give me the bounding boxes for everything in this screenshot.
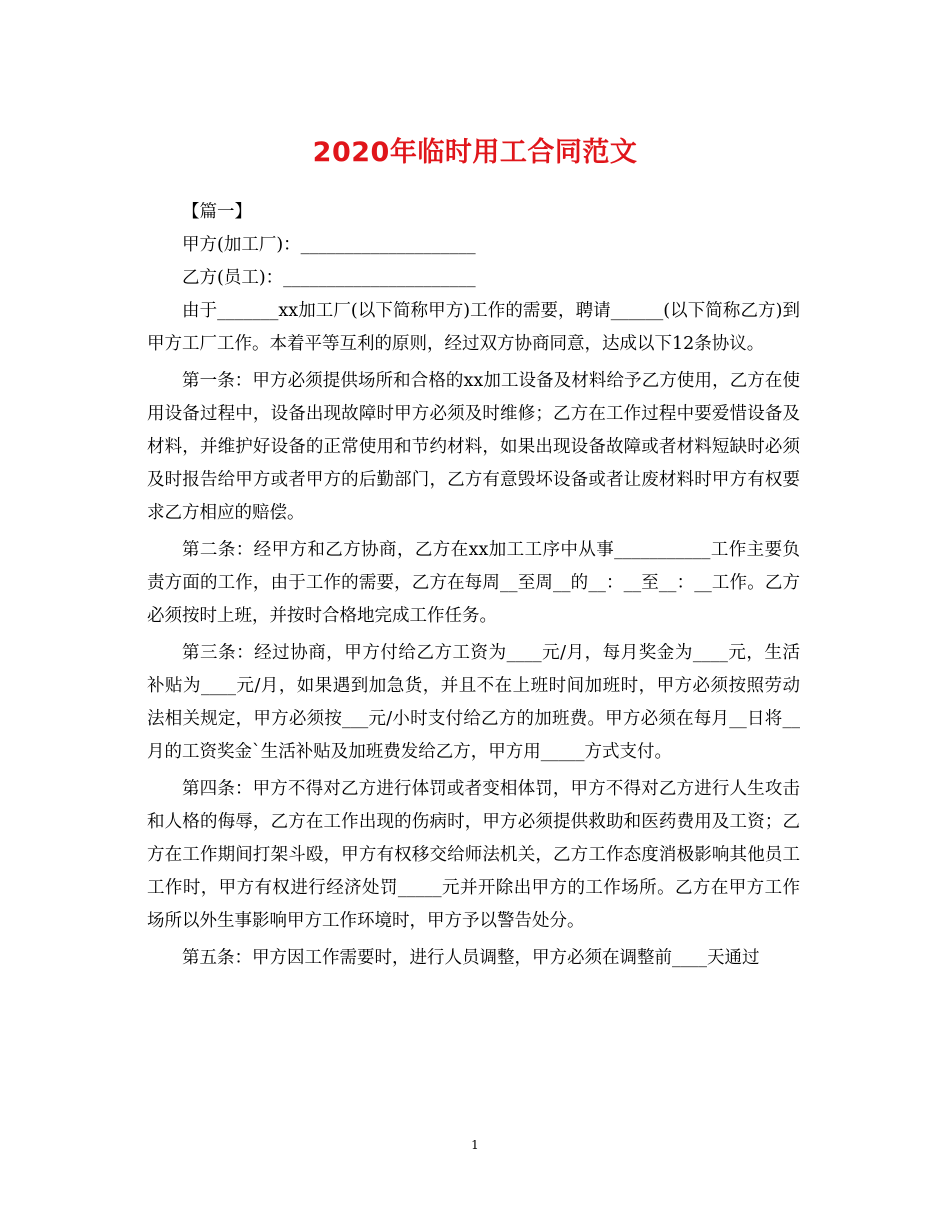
document-body — [147, 196, 800, 975]
article-3: 第三条：经过协商，甲方付给乙方工资为____元/月，每月奖金为____元，生活补贴为____元/月，如果遇到加急货，并且不在上班时间加班时，甲方必须按照劳动法相关规定，甲方必须按___元/小时支付给乙方的加班费。甲方必须在每月__日将__月的工资奖金`生活补贴及加班费发给乙方，甲方用_____方式支付。 — [147, 643, 800, 762]
article-1: 第一条：甲方必须提供场所和合格的xx加工设备及材料给予乙方使用，乙方在使用设备过程中，设备出现故障时甲方必须及时维修；乙方在工作过程中要爱惜设备及材料，并维护好设备的正常使用和节约材料，如果出现设备故障或者材料短缺时必须及时报告给甲方或者甲方的后勤部门，乙方有意毁坏设备或者让废材料时甲方有权要求乙方相应的赔偿。 — [147, 371, 800, 523]
document-title: 2020年临时用工合同范文 — [312, 137, 638, 168]
article-2: 第二条：经甲方和乙方协商，乙方在xx加工工序中从事___________工作主要负责方面的工作，由于工作的需要，乙方在每周__至周__的__：__至__：__工作。乙方必须按时上班，并按时合格地完成工作任务。 — [147, 540, 800, 626]
party-b-line: 乙方(员工)：______________________ — [182, 268, 476, 288]
intro-paragraph: 由于_______xx加工厂(以下简称甲方)工作的需要，聘请______(以下简称乙方)到甲方工厂工作。本着平等互利的原则，经过双方协商同意，达成以下12条协议。 — [147, 301, 800, 354]
article-5: 第五条：甲方因工作需要时，进行人员调整，甲方必须在调整前____天通过 — [182, 948, 760, 968]
article-4: 第四条：甲方不得对乙方进行体罚或者变相体罚，甲方不得对乙方进行人生攻击和人格的侮辱，乙方在工作出现的伤病时，甲方必须提供救助和医药费用及工资；乙方在工作期间打架斗殴，甲方有权移交给师法机关，乙方工作态度消极影响其他员工工作时，甲方有权进行经济处罚_____元并开除出甲方的工作场所。乙方在甲方工作场所以外生事影响甲方工作环境时，甲方予以警告处分。 — [147, 779, 800, 931]
page-number: 1 — [471, 1138, 479, 1152]
party-a-line: 甲方(加工厂)：____________________ — [182, 235, 476, 255]
section-heading: 【篇一】 — [182, 202, 252, 222]
